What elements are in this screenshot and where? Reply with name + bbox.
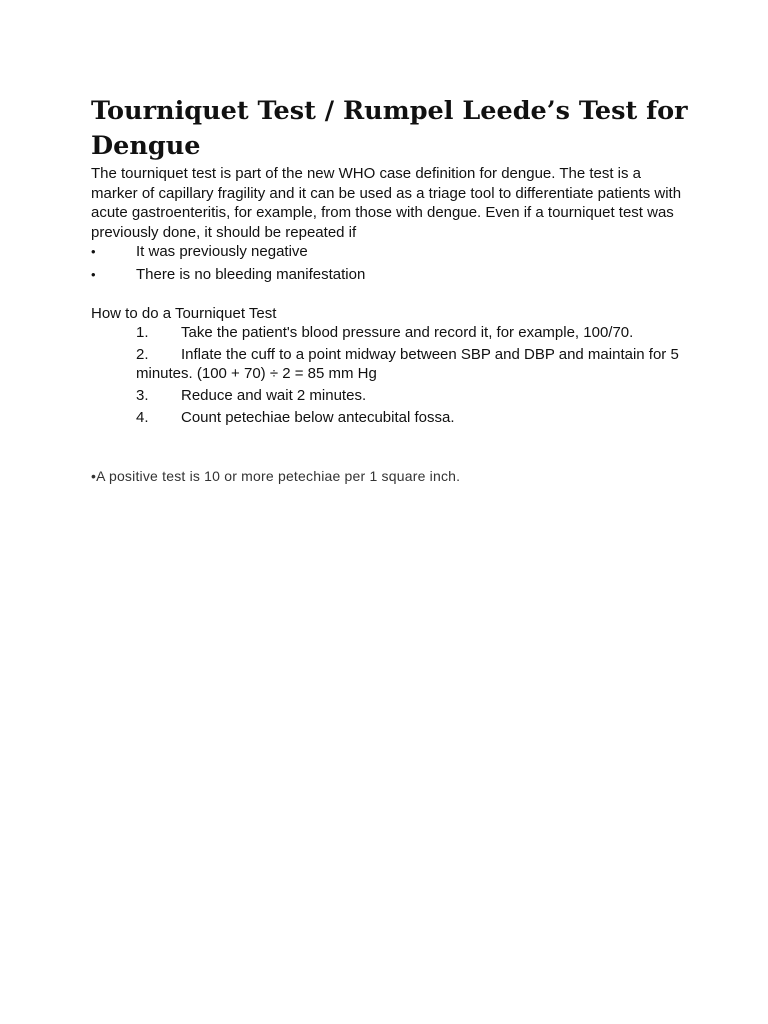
steps-heading: How to do a Tourniquet Test bbox=[91, 305, 277, 322]
list-item-text: There is no bleeding manifestation bbox=[136, 265, 366, 283]
step-item bbox=[91, 323, 691, 342]
positive-test-note: •A positive test is 10 or more petechiae per 1 square inch. bbox=[91, 468, 461, 484]
step-text: Take the patient's blood pressure and record it, for example, 100/70. bbox=[181, 324, 634, 341]
document-page bbox=[91, 94, 691, 486]
step-item bbox=[91, 386, 691, 405]
step-text: Count petechiae below antecubital fossa. bbox=[181, 409, 455, 426]
list-item-text: It was previously negative bbox=[136, 243, 308, 260]
bullet-icon: • bbox=[91, 266, 96, 282]
step-number: 3. bbox=[136, 387, 149, 404]
step-text: Inflate the cuff to a point midway between SBP and DBP and maintain for 5 minutes. (100 + 70) ÷ 2 = 85 mm Hg bbox=[136, 346, 679, 382]
step-item bbox=[91, 345, 691, 383]
step-item bbox=[91, 408, 691, 427]
step-number: 4. bbox=[136, 409, 149, 426]
document-title: Tourniquet Test / Rumpel Leede’s Test for Dengue bbox=[91, 96, 688, 161]
step-text: Reduce and wait 2 minutes. bbox=[181, 387, 367, 404]
step-number: 1. bbox=[136, 324, 149, 341]
bullet-icon: • bbox=[91, 244, 96, 259]
list-item bbox=[91, 242, 691, 262]
steps-list bbox=[91, 323, 691, 427]
step-number: 2. bbox=[136, 346, 149, 363]
intro-paragraph: The tourniquet test is part of the new WHO case definition for dengue. The test is a marker of capillary fragility and it can be used as a triage tool to differentiate patients with acute gastroenteritis, for example, from those with dengue. Even if a tourniquet test was previously done, it should be repeated if bbox=[91, 165, 682, 241]
list-item bbox=[91, 265, 691, 285]
condition-list bbox=[91, 242, 691, 284]
